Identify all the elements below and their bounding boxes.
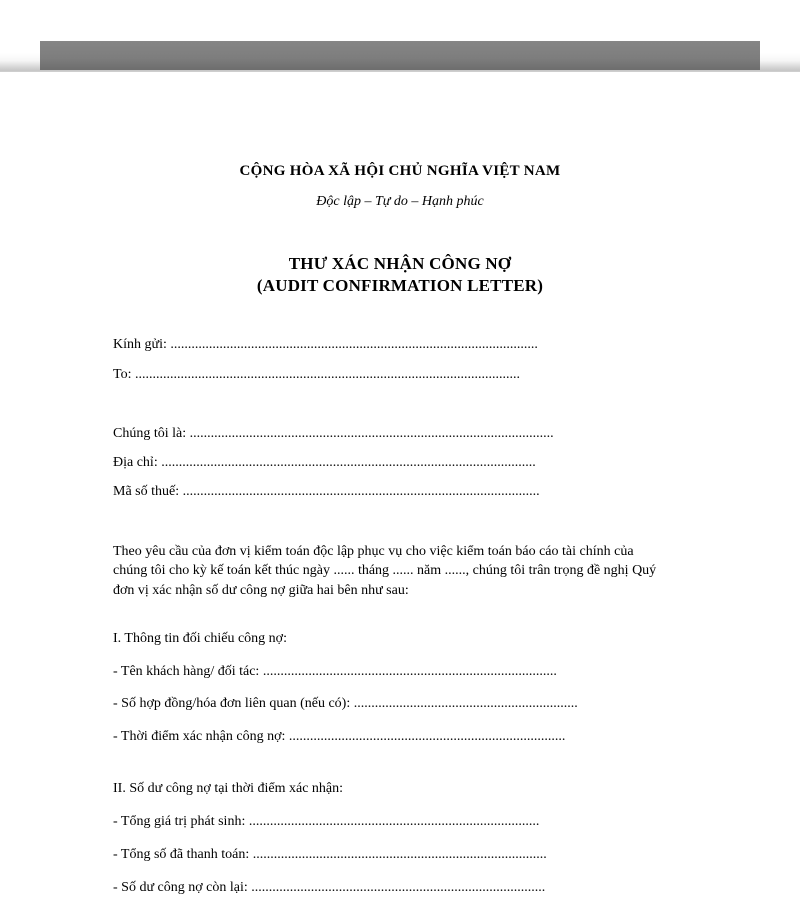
field-customer-name — [113, 664, 557, 680]
intro-paragraph-line2: chúng tôi cho kỳ kế toán kết thúc ngày ...... tháng ...... năm ......, chúng tôi trân trọng đề nghị Quý — [113, 563, 657, 579]
field-contract-number-blank: ................................................................ — [353, 696, 578, 711]
field-customer-name-blank: .................................................................................... — [262, 664, 557, 679]
field-company-name — [113, 426, 554, 442]
field-contract-number — [113, 696, 578, 712]
title-english: (AUDIT CONFIRMATION LETTER) — [256, 275, 544, 295]
field-confirmation-date-blank: ............................................................................... — [288, 729, 566, 744]
intro-paragraph-line3: đơn vị xác nhận số dư công nợ giữa hai bên như sau: — [113, 582, 409, 598]
field-total-paid-label: - Tổng số đã thanh toán: — [113, 847, 250, 862]
field-kinh-gui-blank: ......................................................................................................... — [170, 337, 538, 352]
intro-paragraph-line1: Theo yêu cầu của đơn vị kiểm toán độc lập phục vụ cho việc kiểm toán báo cáo tài chính của — [113, 544, 634, 559]
field-total-incurred-label: - Tổng giá trị phát sinh: — [113, 814, 246, 829]
section2-heading: II. Số dư công nợ tại thời điểm xác nhận: — [113, 781, 344, 796]
field-tax-code — [113, 484, 540, 500]
field-total-incurred-blank: ................................................................................... — [248, 814, 540, 829]
field-confirmation-date — [113, 729, 565, 745]
document-title — [0, 253, 800, 296]
field-company-name-blank: ........................................................................................................ — [189, 426, 554, 441]
national-motto: Độc lập – Tự do – Hạnh phúc — [316, 194, 484, 209]
field-remaining-balance-label: - Số dư công nợ còn lại: — [113, 880, 248, 895]
field-total-paid-blank: .................................................................................... — [252, 847, 547, 862]
intro-paragraph — [113, 542, 703, 600]
field-kinh-gui — [113, 337, 538, 353]
field-kinh-gui-label: Kính gửi: — [113, 337, 167, 352]
field-remaining-balance — [113, 880, 545, 896]
field-confirmation-date-label: - Thời điểm xác nhận công nợ: — [113, 729, 286, 744]
title-vietnamese: THƯ XÁC NHẬN CÔNG NỢ — [288, 254, 512, 273]
field-address-label: Địa chỉ: — [113, 455, 158, 470]
field-address — [113, 455, 536, 471]
field-tax-code-blank: ...................................................................................................... — [182, 484, 540, 499]
field-total-paid — [113, 847, 547, 863]
field-company-name-label: Chúng tôi là: — [113, 426, 187, 441]
field-to-blank: .............................................................................................................. — [134, 367, 520, 382]
field-tax-code-label: Mã số thuế: — [113, 484, 180, 499]
field-to — [113, 367, 520, 383]
field-contract-number-label: - Số hợp đồng/hóa đơn liên quan (nếu có): — [113, 696, 351, 711]
field-to-label: To: — [113, 367, 132, 382]
field-remaining-balance-blank: .................................................................................... — [251, 880, 546, 895]
field-total-incurred — [113, 814, 539, 830]
field-customer-name-label: - Tên khách hàng/ đối tác: — [113, 664, 260, 679]
viewer-top-bar — [40, 41, 760, 70]
field-address-blank: ........................................................................................................... — [161, 455, 536, 470]
national-header: CỘNG HÒA XÃ HỘI CHỦ NGHĨA VIỆT NAM — [239, 163, 561, 179]
section1-heading: I. Thông tin đối chiếu công nợ: — [113, 631, 287, 646]
